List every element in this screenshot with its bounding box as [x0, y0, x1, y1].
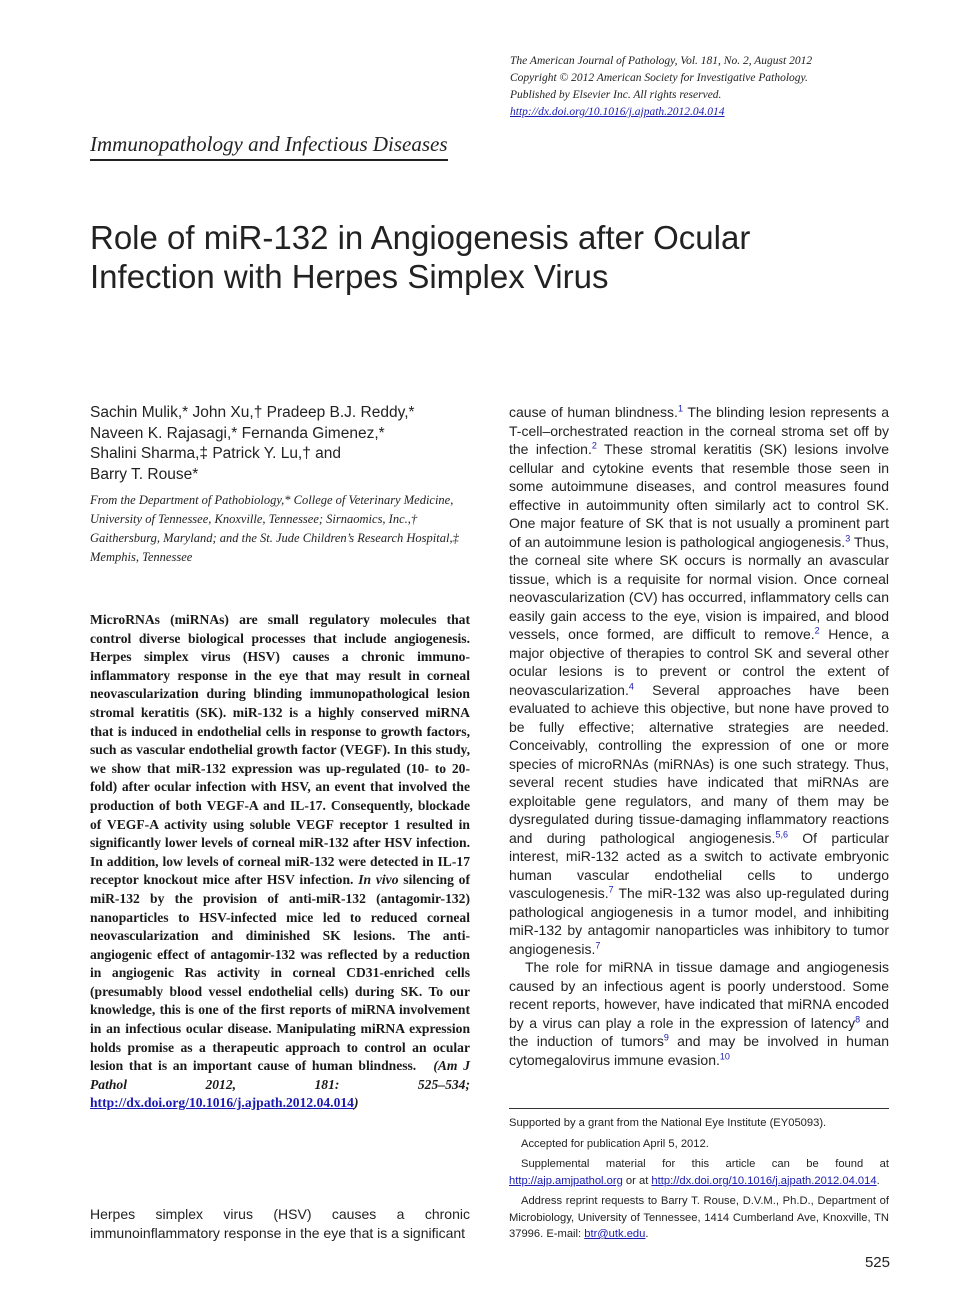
copyright-line: Copyright © 2012 American Society for Investigative Pathology.	[510, 72, 808, 84]
supplemental-or: or at	[625, 1174, 649, 1187]
accepted-note: Accepted for publication April 5, 2012.	[521, 1137, 709, 1150]
author-line: Sachin Mulik,* John Xu,† Pradeep B.J. Reddy,*	[90, 404, 415, 421]
journal-doi-link[interactable]: http://dx.doi.org/10.1016/j.ajpath.2012.04.014	[510, 106, 725, 118]
intro-paragraph-start: Herpes simplex virus (HSV) causes a chronic immunoinflammatory response in the eye that is a significant	[90, 1206, 470, 1241]
abstract-in-vivo: In vivo	[358, 872, 399, 888]
reference-superscript[interactable]: 2	[591, 440, 597, 451]
section-label: Immunopathology and Infectious Diseases	[90, 132, 448, 161]
page-number: 525	[864, 1254, 890, 1271]
supplemental-text: Supplemental material for this article can be found at	[521, 1158, 889, 1170]
abstract	[90, 611, 470, 1113]
reference-superscript[interactable]: 9	[663, 1032, 669, 1043]
author-line: Barry T. Rouse*	[90, 465, 199, 483]
journal-info	[510, 53, 910, 121]
supplemental-note	[509, 1156, 889, 1189]
reference-superscript[interactable]: 10	[719, 1050, 730, 1061]
reference-superscript[interactable]: 7	[608, 884, 614, 895]
body-right-column	[509, 403, 889, 1069]
abstract-text-part1: MicroRNAs (miRNAs) are small regulatory molecules that control diverse biological processes that include angiogenesis. Herpes simplex virus (HSV) causes a chronic immuno-inflammatory response in the eye that may result in corneal neovascularization during blinding immunopathological lesion stromal keratitis (SK). miR-132 is a highly conserved miRNA that is induced in endothelial cells in response to growth factors, such as vascular endothelial growth factor (VEGF). In this study, we show that miR-132 expression was up-regulated (10- to 20-fold) after ocular infection with HSV, an event that involved the production of both VEGF-A and IL-17. Consequently, blockade of VEGF-A activity using soluble VEGF receptor 1 resulted in significantly lower levels of corneal miR-132 after HSV infection. In addition, low levels of corneal miR-132 were detected in IL-17 receptor knockout mice after HSV infection.	[90, 612, 470, 888]
body-paragraph: cause of human blindness.$^1$ The blinding lesion represents a T-cell–orchestrated reaction in the corneal stroma set off by the infection.$^2$ These stromal keratitis (SK) lesions involve cellular and cytokine events that resemble those seen in some autoimmune diseases, and control measures found effective in autoimmunity often similarly act to control SK. One major feature of SK that is not usually a prominent part of an autoimmune lesion is pathological angiogenesis.$^3$ Thus, the corneal site where SK occurs is normally an avascular tissue, which is a requisite for normal vision. Once corneal neovascularization (CV) has occurred, inflammatory cells can easily gain access to the eye, vision is impaired, and blood vessels, once formed, are difficult to remove.$^2$ Hence, a major objective of therapies to control SK and several other ocular lesions is to prevent or control the extent of neovascularization.$^4$ Several approaches have been evaluated to achieve this objective, but none have proved to be fully effective; alternative strategies are needed. Conceivably, controlling the expression of one or more species of microRNAs (miRNAs) is one such strategy. Thus, several recent studies have indicated that miRNAs are exploitable gene regulators, and many of them may be dysregulated during tissue-damaging inflammatory reactions and during pathological angiogenesis.$^{5,6}$ Of particular interest, miR-132 acted as a switch to activate embryonic human vascular endothelial cells to undergo vasculogenesis.$^7$ The miR-132 was also up-regulated during pathological angiogenesis in a tumor model, and inhibiting miR-132 by antagomir nanoparticles was inhibitory to tumor angiogenesis.$^7$	[509, 403, 889, 957]
publisher-line: Published by Elsevier Inc. All rights reserved.	[510, 89, 722, 101]
abstract-doi-link[interactable]: http://dx.doi.org/10.1016/j.ajpath.2012.04.014	[90, 1095, 354, 1111]
supplemental-link-ajp[interactable]: http://ajp.amjpathol.org	[509, 1174, 623, 1187]
supplemental-link-doi[interactable]: http://dx.doi.org/10.1016/j.ajpath.2012.04.014	[651, 1174, 877, 1187]
footnotes	[509, 1115, 889, 1247]
reference-superscript[interactable]: 3	[845, 532, 851, 543]
reference-superscript[interactable]: 2	[814, 625, 820, 636]
abstract-citation-end: )	[353, 1095, 359, 1111]
email-link[interactable]: btr@utk.edu	[584, 1228, 646, 1240]
reference-superscript[interactable]: 7	[595, 939, 601, 950]
reprint-address-end: .	[645, 1228, 649, 1240]
body-paragraph: The role for miRNA in tissue damage and angiogenesis caused by an infectious agent is poorly understood. Some recent reports, however, have indicated that miRNA encoded by a virus can play a role in the expression of latency$^8$ and the induction of tumors$^9$ and may be involved in human cytomegalovirus immune evasion.$^{10}$	[509, 959, 889, 1068]
supplemental-end: .	[876, 1174, 880, 1187]
reference-superscript[interactable]: 4	[628, 680, 634, 691]
author-list	[90, 403, 480, 485]
funding-note: Supported by a grant from the National Eye Institute (EY05093).	[509, 1117, 827, 1129]
reference-superscript[interactable]: 1	[677, 403, 683, 414]
reference-superscript[interactable]: 8	[855, 1013, 861, 1024]
journal-citation: The American Journal of Pathology, Vol. 181, No. 2, August 2012	[510, 55, 813, 67]
affiliation: From the Department of Pathobiology,* College of Veterinary Medicine, University of Tennessee, Knoxville, Tennessee; Sirnaomics, Inc.,† Gaithersburg, Maryland; and the St. Jude Children’s Research Hospital,‡ Memphis, Tennessee	[90, 493, 459, 564]
reprint-address-note	[509, 1193, 889, 1243]
author-line: Shalini Sharma,‡ Patrick Y. Lu,† and	[90, 445, 342, 462]
article-title: Role of miR-132 in Angiogenesis after Ocular Infection with Herpes Simplex Virus	[90, 219, 751, 295]
reference-superscript[interactable]: 5,6	[775, 828, 788, 839]
footnote-divider	[509, 1108, 889, 1109]
author-line: Naveen K. Rajasagi,* Fernanda Gimenez,*	[90, 424, 385, 442]
abstract-text-part2: silencing of miR-132 by the provision of anti-miR-132 (antagomir-132) nanoparticles to HSV-infected mice led to reduced corneal neovascularization and diminished SK lesions. The anti-angiogenic effect of antagomir-132 was reflected by a reduction in angiogenic Ras activity in corneal CD31-enriched cells (presumably blood vessel endothelial cells) during SK. To our knowledge, this is one of the first reports of miRNA involvement in an infectious ocular disease. Manipulating miRNA expression holds promise as a therapeutic approach to control an ocular lesion that is an important cause of human blindness.	[90, 872, 471, 1074]
reprint-address-text: Address reprint requests to Barry T. Rouse, D.V.M., Ph.D., Department of Microbiology, University of Tennessee, 1414 Cumberland Ave, Knoxville, TN 37996. E-mail:	[509, 1195, 889, 1240]
abstract-citation: (Am J Pathol 2012, 181: 525–534;	[90, 1058, 470, 1092]
